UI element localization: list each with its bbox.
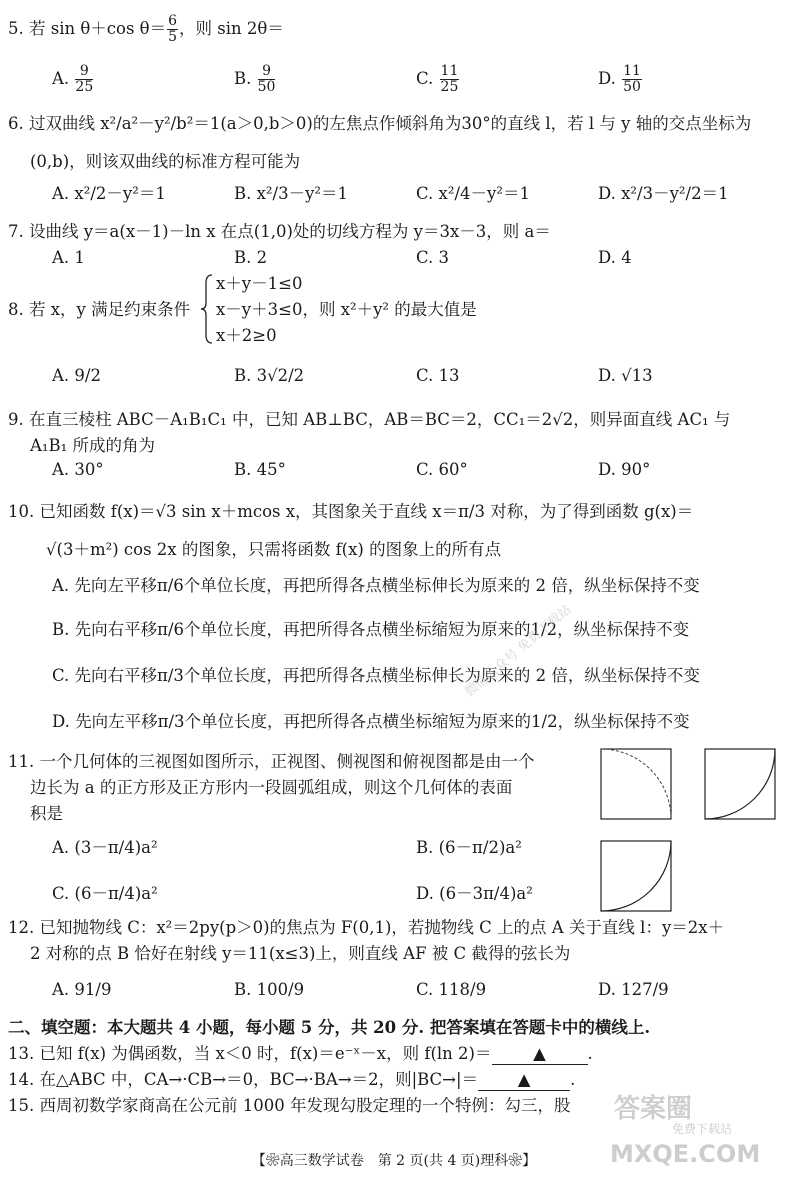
q5-option-a: A. $\frac{9}{25}$ (52, 63, 94, 95)
q12-option-a: A. 91/9 (52, 980, 112, 999)
q12-stem-line1: 12. 已知抛物线 C：x²＝2py(p＞0)的焦点为 F(0,1)，若抛物线 C 上的点 A 关于直线 l：y＝2x＋ (8, 918, 725, 937)
q11-stem-line2: 边长为 a 的正方形及正方形内一段圆弧组成，则这个几何体的表面 (30, 778, 513, 797)
diagonal-watermark: 微信公众号 免费下载站 (462, 602, 575, 700)
q13-answer-blank[interactable]: ▲ (492, 1044, 588, 1065)
q15-stem: 15. 西周初数学家商高在公元前 1000 年发现勾股定理的一个特例：勾三，股 (8, 1096, 571, 1115)
q5-stem: 5. 若 sin θ＋cos θ＝ $\frac{6}{5}$ ，则 sin 2θ＝ (8, 13, 284, 45)
q10-option-b: B. 先向右平移π/6个单位长度，再把所得各点横坐标缩短为原来的1/2，纵坐标保持不变 (52, 620, 690, 639)
q5-option-c: C. $\frac{11}{25}$ (416, 63, 459, 95)
q7-option-d: D. 4 (598, 248, 632, 267)
q6-stem-line2: (0,b)，则该双曲线的标准方程可能为 (30, 152, 301, 171)
q8-option-b: B. 3√2/2 (234, 366, 305, 385)
q7-option-c: C. 3 (416, 248, 450, 267)
q9-option-c: C. 60° (416, 460, 468, 479)
side-view-figure (704, 748, 776, 820)
q6-option-a: A. x²/2－y²＝1 (52, 184, 166, 203)
q14-text: 14. 在△ABC 中，CA→·CB→＝0，BC→·BA→＝2，则|BC→|＝ (8, 1070, 479, 1089)
page-footer: 【❀高三数学试卷 第 2 页(共 4 页)理科❀】 (251, 1153, 537, 1169)
front-view-figure (600, 748, 672, 820)
q10-stem-line2: √(3＋m²) cos 2x 的图象，只需将函数 f(x) 的图象上的所有点 (46, 540, 502, 559)
q7-option-b: B. 2 (234, 248, 268, 267)
watermark-subtext: 免费下载站 (672, 1122, 733, 1136)
q11-option-b: B. (6－π/2)a² (416, 838, 522, 857)
q13-text: 13. 已知 f(x) 为偶函数，当 x＜0 时，f(x)＝e⁻ˣ－x，则 f(ln 2)＝ (8, 1044, 492, 1063)
watermark-url: MXQE.COM (610, 1140, 761, 1168)
q13-tail: . (587, 1044, 593, 1063)
q8-constraint-2: x－y＋3≤0，则 x²＋y² 的最大值是 (216, 300, 477, 319)
q6-option-d: D. x²/3－y²/2＝1 (598, 184, 729, 203)
q14-answer-blank[interactable]: ▲ (478, 1070, 570, 1091)
q10-stem-line1: 10. 已知函数 f(x)＝√3 sin x＋mcos x，其图象关于直线 x＝π/3 对称，为了得到函数 g(x)＝ (8, 502, 694, 521)
q8-option-c: C. 13 (416, 366, 460, 385)
q8-constraint-3: x＋2≥0 (216, 326, 277, 345)
q14-tail: . (570, 1070, 576, 1089)
q9-option-b: B. 45° (234, 460, 286, 479)
q12-option-d: D. 127/9 (598, 980, 669, 999)
section-2-heading: 二、填空题：本大题共 4 小题，每小题 5 分，共 20 分. 把答案填在答题卡中的横线上. (8, 1018, 651, 1037)
q14-stem (8, 1070, 575, 1091)
q7-stem: 7. 设曲线 y＝a(x－1)－ln x 在点(1,0)处的切线方程为 y＝3x－3，则 a＝ (8, 222, 551, 241)
q8-option-d: D. √13 (598, 366, 653, 385)
q12-stem-line2: 2 对称的点 B 恰好在射线 y＝11(x≤3)上，则直线 AF 被 C 截得的弦长为 (30, 944, 571, 963)
q9-option-a: A. 30° (52, 460, 104, 479)
q11-stem-line3: 积是 (30, 804, 63, 823)
q6-option-b: B. x²/3－y²＝1 (234, 184, 349, 203)
q5-option-b: B. $\frac{9}{50}$ (234, 63, 276, 95)
q8-option-a: A. 9/2 (52, 366, 101, 385)
q12-option-b: B. 100/9 (234, 980, 305, 999)
q9-option-d: D. 90° (598, 460, 651, 479)
q10-option-c: C. 先向右平移π/3个单位长度，再把所得各点横坐标伸长为原来的 2 倍，纵坐标保持不变 (52, 666, 700, 685)
q8-brace (200, 273, 214, 345)
q11-stem-line1: 11. 一个几何体的三视图如图所示，正视图、侧视图和俯视图都是由一个 (8, 752, 535, 771)
q11-option-c: C. (6－π/4)a² (52, 884, 158, 903)
q11-option-a: A. (3－π/4)a² (52, 838, 158, 857)
q6-stem-line1: 6. 过双曲线 x²/a²－y²/b²＝1(a＞0,b＞0)的左焦点作倾斜角为30°的直线 l，若 l 与 y 轴的交点坐标为 (8, 114, 752, 133)
q6-option-c: C. x²/4－y²＝1 (416, 184, 530, 203)
watermark-logo-text: 答案圈 (614, 1094, 693, 1124)
q8-constraint-1: x＋y－1≤0 (216, 274, 303, 293)
q9-stem-line1: 9. 在直三棱柱 ABC－A₁B₁C₁ 中，已知 AB⊥BC，AB＝BC＝2，CC₁＝2√2，则异面直线 AC₁ 与 (8, 410, 731, 429)
q5-option-d: D. $\frac{11}{50}$ (598, 63, 641, 95)
q9-stem-line2: A₁B₁ 所成的角为 (30, 436, 156, 455)
q10-option-d: D. 先向左平移π/3个单位长度，再把所得各点横坐标缩短为原来的1/2，纵坐标保持不变 (52, 712, 690, 731)
q8-stem: 8. 若 x，y 满足约束条件 (8, 300, 191, 319)
q12-option-c: C. 118/9 (416, 980, 487, 999)
top-view-figure (600, 840, 672, 912)
q7-option-a: A. 1 (52, 248, 85, 267)
q11-option-d: D. (6－3π/4)a² (416, 884, 533, 903)
q13-stem (8, 1044, 593, 1065)
q10-option-a: A. 先向左平移π/6个单位长度，再把所得各点横坐标伸长为原来的 2 倍，纵坐标保持不变 (52, 576, 700, 595)
